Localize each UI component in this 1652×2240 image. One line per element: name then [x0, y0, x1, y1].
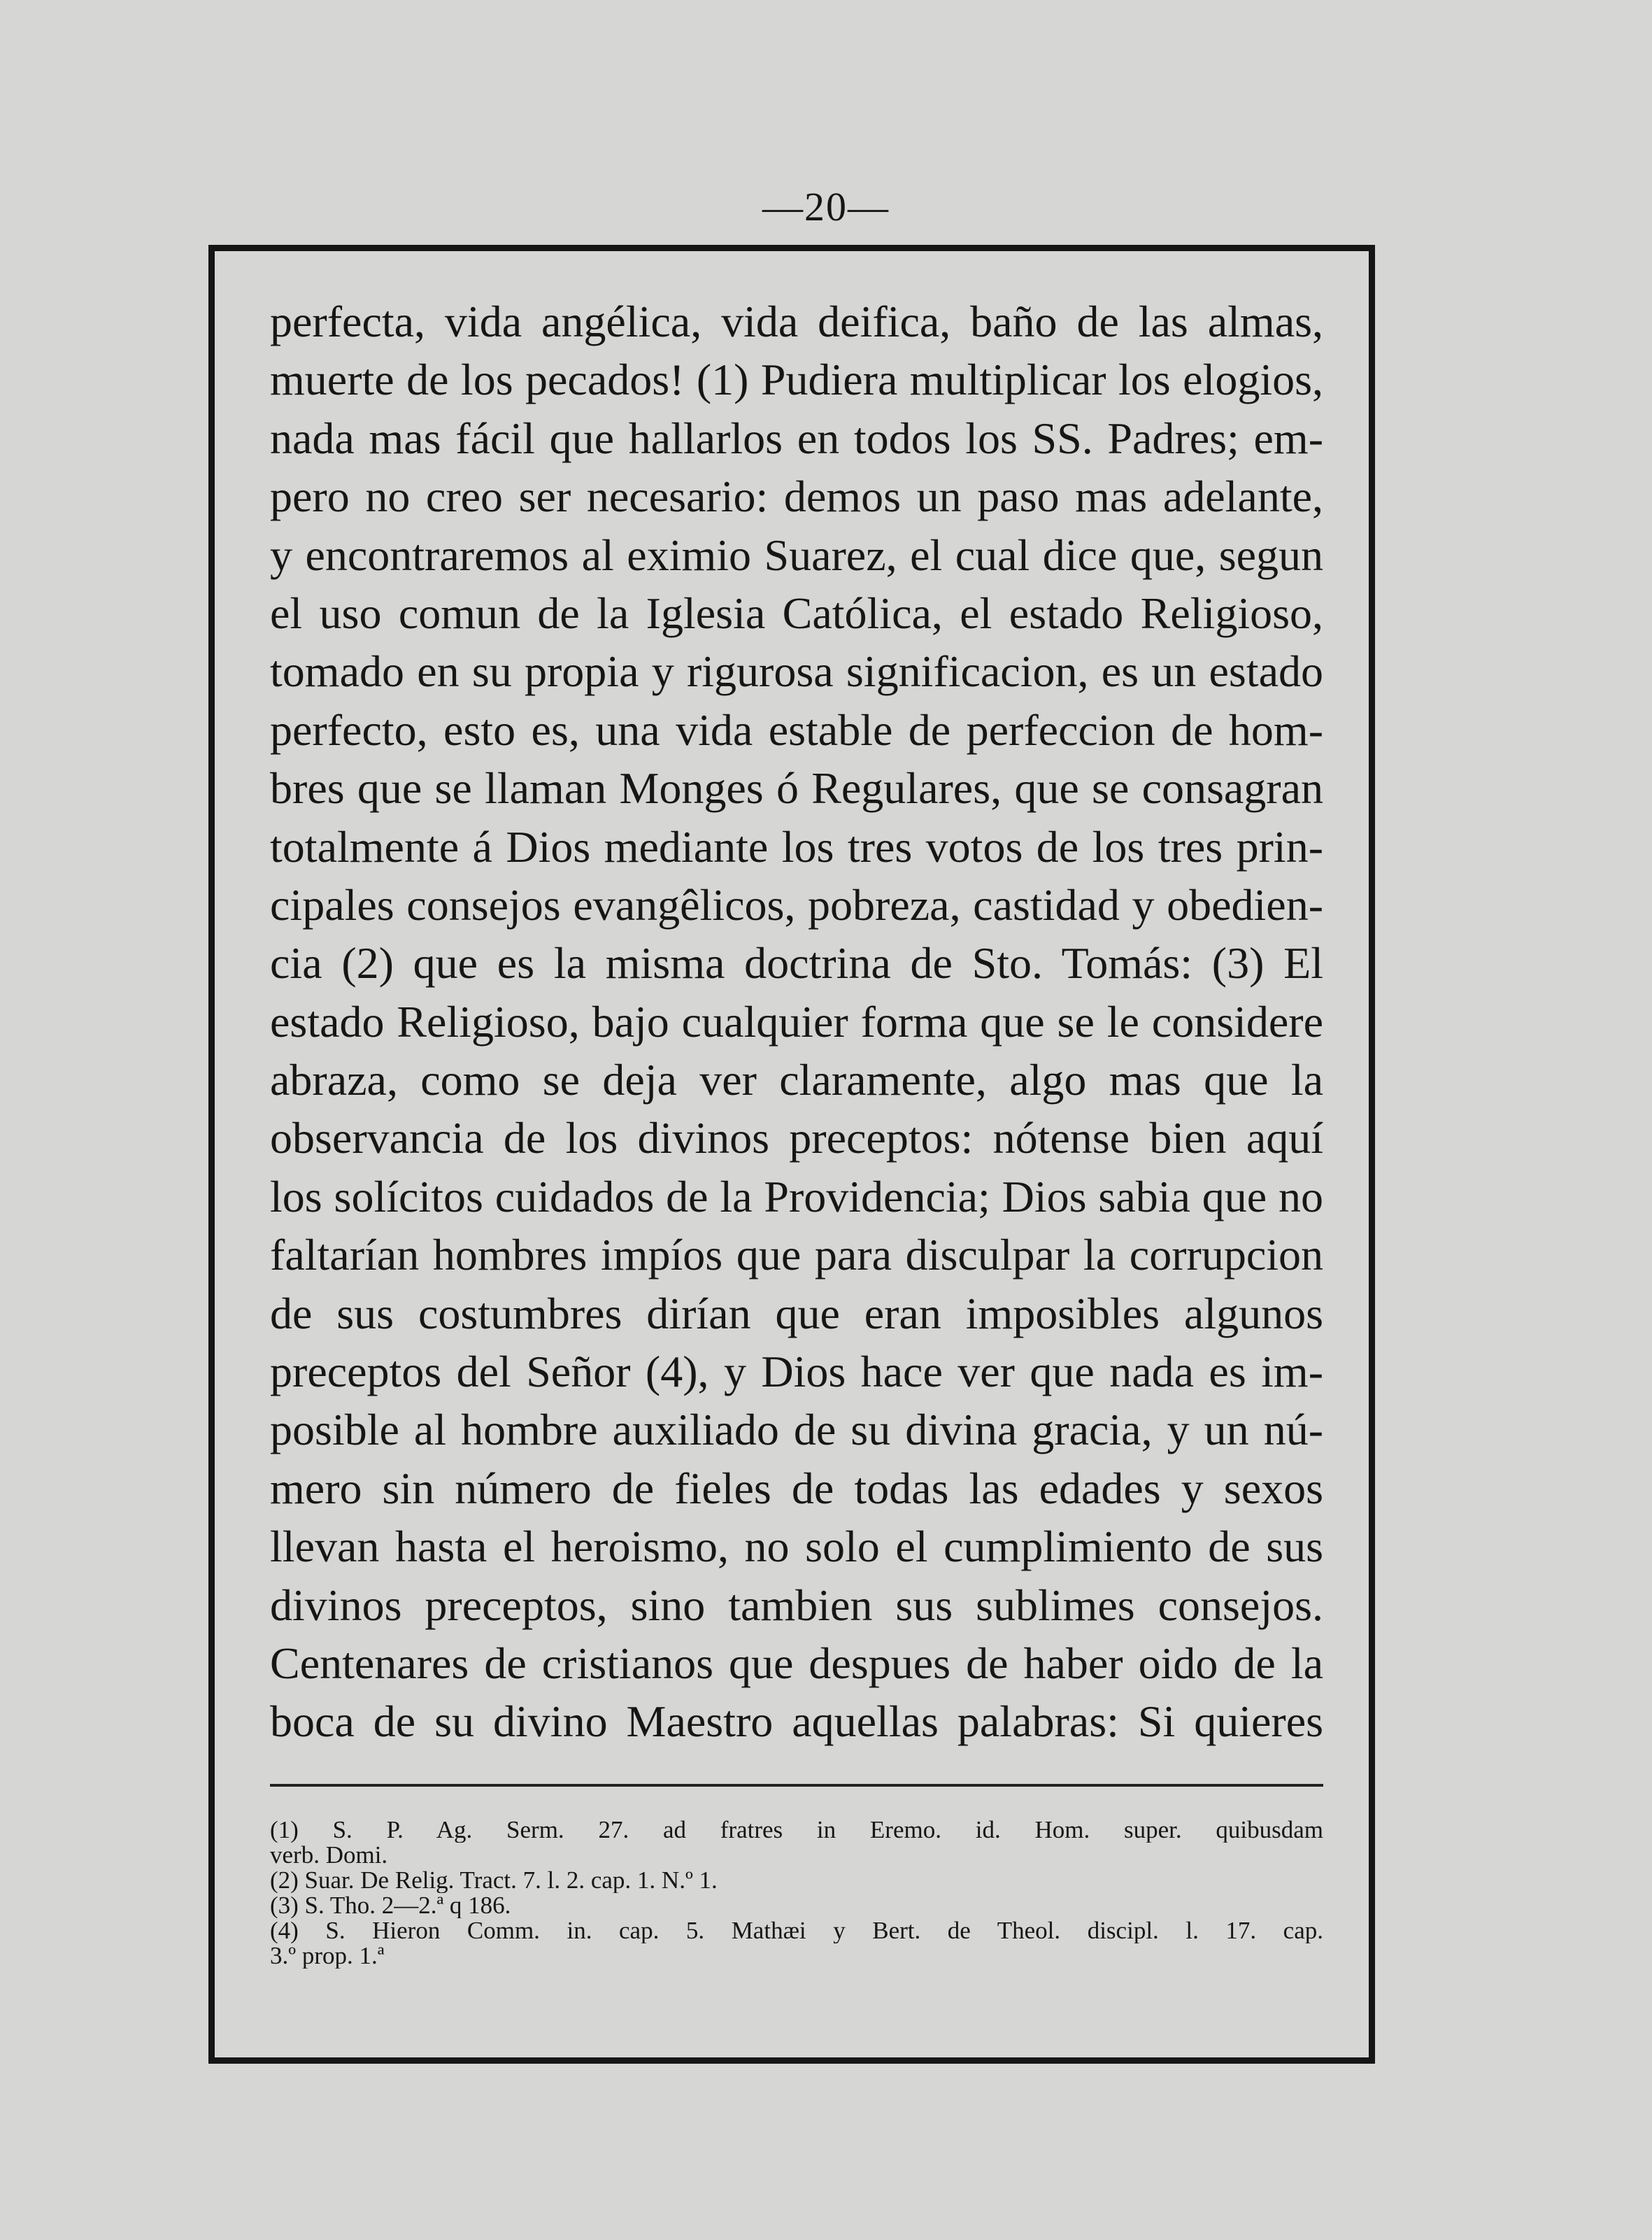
footnote-line: (3) S. Tho. 2—2.ª q 186.: [270, 1893, 511, 1918]
body-line: perfecta, vida angélica, vida deifica, baño de las almas,: [270, 297, 1323, 346]
footnote-line: (4) S. Hieron Comm. in. cap. 5. Mathæi y Bert. de Theol. discipl. l. 17. cap.: [270, 1918, 1323, 1943]
page-number: —20—: [762, 184, 890, 229]
body-line: estado Religioso, bajo cualquier forma que se le considere: [270, 996, 1323, 1047]
body-line: posible al hombre auxiliado de su divina gracia, y un nú-: [270, 1405, 1323, 1455]
body-line: tomado en su propia y rigurosa significacion, es un estado: [270, 646, 1323, 697]
footnote-line: verb. Domi.: [270, 1843, 388, 1868]
body-line: mero sin número de fieles de todas las edades y sexos: [270, 1463, 1323, 1513]
footnote-divider: [270, 1784, 1323, 1787]
footnotes: [270, 1817, 1323, 1969]
body-line: y encontraremos al eximio Suarez, el cual dice que, segun: [270, 530, 1323, 580]
body-line: preceptos del Señor (4), y Dios hace ver que nada es im-: [270, 1347, 1323, 1397]
body-line: pero no creo ser necesario: demos un paso mas adelante,: [270, 472, 1323, 522]
body-line: abraza, como se deja ver claramente, algo mas que la: [270, 1055, 1323, 1105]
body-text: [270, 292, 1323, 1751]
footnote-line: (1) S. P. Ag. Serm. 27. ad fratres in Eremo. id. Hom. super. quibusdam: [270, 1817, 1323, 1843]
body-line: bres que se llaman Monges ó Regulares, que se consagran: [270, 763, 1323, 814]
body-line: Centenares de cristianos que despues de haber oido de la: [270, 1638, 1323, 1688]
body-line: nada mas fácil que hallarlos en todos los SS. Padres; em-: [270, 413, 1323, 463]
body-line: llevan hasta el heroismo, no solo el cumplimiento de sus: [270, 1522, 1323, 1572]
footnote-line: 3.º prop. 1.ª: [270, 1943, 385, 1969]
body-line: los solícitos cuidados de la Providencia; Dios sabia que no: [270, 1171, 1323, 1221]
body-line: perfecto, esto es, una vida estable de perfeccion de hom-: [270, 704, 1323, 755]
body-line: divinos preceptos, sino tambien sus sublimes consejos.: [270, 1580, 1323, 1630]
body-line: observancia de los divinos preceptos: nótense bien aquí: [270, 1113, 1323, 1163]
body-line: boca de su divino Maestro aquellas palabras: Si quieres: [270, 1696, 1323, 1747]
body-line: de sus costumbres dirían que eran imposibles algunos: [270, 1288, 1323, 1338]
body-line: el uso comun de la Iglesia Católica, el estado Religioso,: [270, 588, 1323, 638]
body-line: cia (2) que es la misma doctrina de Sto. Tomás: (3) El: [270, 938, 1323, 988]
body-line: faltarían hombres impíos que para disculpar la corrupcion: [270, 1230, 1323, 1280]
footnote-line: (2) Suar. De Relig. Tract. 7. l. 2. cap. 1. N.º 1.: [270, 1868, 718, 1893]
body-line: muerte de los pecados! (1) Pudiera multiplicar los elogios,: [270, 355, 1323, 405]
body-line: totalmente á Dios mediante los tres votos de los tres prin-: [270, 821, 1323, 872]
body-line: cipales consejos evangêlicos, pobreza, castidad y obedien-: [270, 879, 1323, 930]
